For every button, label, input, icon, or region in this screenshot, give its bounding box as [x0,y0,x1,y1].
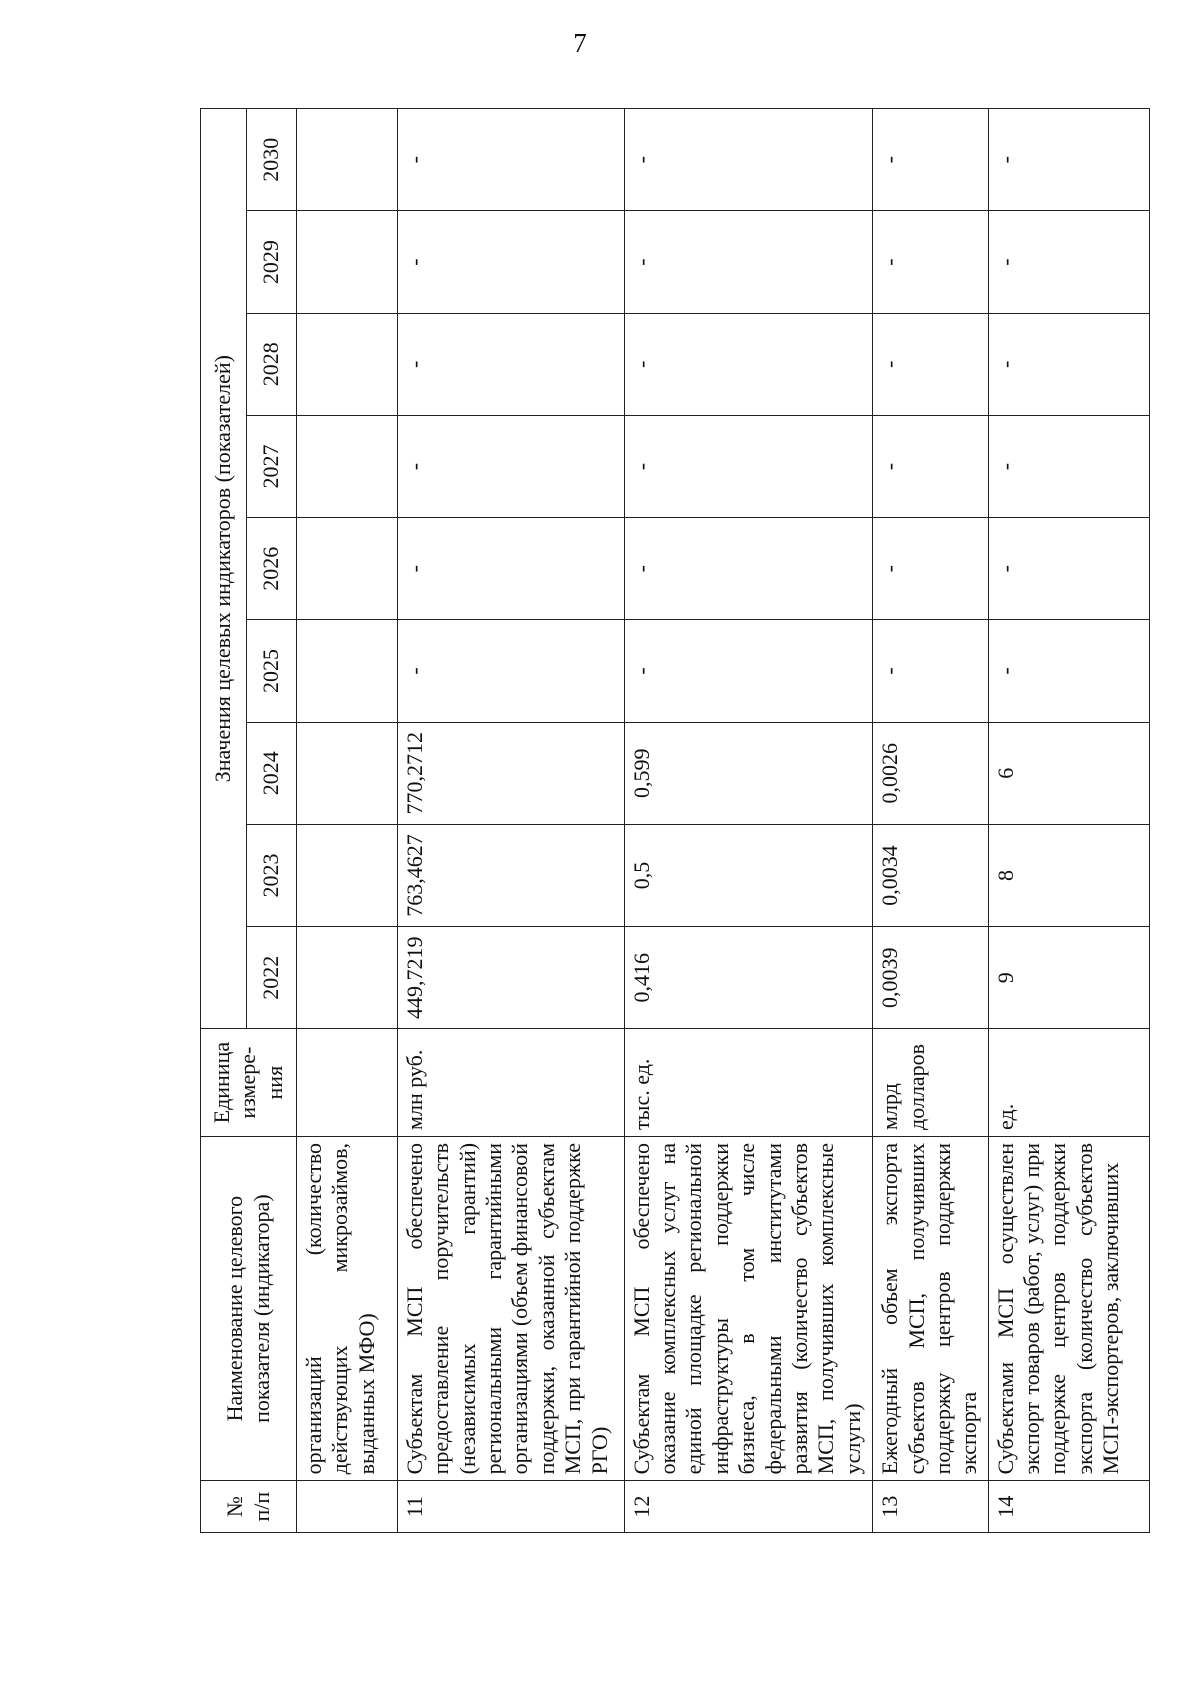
row-value: - [988,211,1149,313]
indicators-table [200,108,1150,1533]
row-unit: тыс. ед. [624,1029,873,1137]
row-name: организаций (количество действующих микрозаймов, выданных МФО) [297,1136,398,1480]
row-value: 0,5 [624,824,873,926]
row-value: - [988,620,1149,722]
row-value: - [624,518,873,620]
row-value [297,415,398,517]
row-num: 14 [988,1481,1149,1533]
row-value: - [397,620,624,722]
header-year: 2029 [247,211,297,313]
row-value: - [624,415,873,517]
header-year: 2023 [247,824,297,926]
row-value: - [397,313,624,415]
row-num: 12 [624,1481,873,1533]
row-value: - [397,109,624,211]
row-value: - [873,415,988,517]
header-year: 2030 [247,109,297,211]
row-value: 763,4627 [397,824,624,926]
row-value: - [988,415,1149,517]
table-row [397,109,624,1533]
header-num: № п/п [201,1481,297,1533]
header-values-group: Значения целевых индикаторов (показателей) [201,109,247,1029]
table-row [297,109,398,1533]
row-value: 449,7219 [397,927,624,1029]
header-year: 2028 [247,313,297,415]
row-unit: млн руб. [397,1029,624,1137]
row-value: 0,416 [624,927,873,1029]
row-value: 8 [988,824,1149,926]
table-row [873,109,988,1533]
header-unit: Единица измере-ния [201,1029,297,1137]
row-value: 0,0026 [873,722,988,824]
header-name: Наименование целевого показателя (индикатора) [201,1136,297,1480]
row-value: - [873,620,988,722]
row-value [297,824,398,926]
row-value [297,109,398,211]
row-value: - [988,313,1149,415]
row-value [297,518,398,620]
row-value: 770,2712 [397,722,624,824]
row-name: Субъектами МСП осуществлен экспорт товаров (работ, услуг) при поддержке центров поддержки экспорта (количество субъектов МСП-экспортеров, заключивших [988,1136,1149,1480]
table-row [624,109,873,1533]
row-value: 0,0034 [873,824,988,926]
row-name: Субъектам МСП обеспечено предоставление поручительств (независимых гарантий) региональными гарантийными организациями (объем финансовой поддержки, оказанной субъектам МСП, при гарантийной поддержке РГО) [397,1136,624,1480]
row-name: Субъектам МСП обеспечено оказание комплексных услуг на единой площадке региональной инфраструктуры поддержки бизнеса, в том числе федеральными институтами развития (количество субъектов МСП, получивших комплексные услуги) [624,1136,873,1480]
row-value: - [397,518,624,620]
header-year: 2022 [247,927,297,1029]
row-value: - [624,620,873,722]
row-value: - [624,211,873,313]
row-value: - [873,211,988,313]
row-value: 0,599 [624,722,873,824]
row-value: - [988,518,1149,620]
table-row [988,109,1149,1533]
row-value: - [873,313,988,415]
row-value: - [397,211,624,313]
row-value [297,313,398,415]
row-value [297,722,398,824]
row-unit: ед. [988,1029,1149,1137]
row-unit: млрд долларов [873,1029,988,1137]
header-year: 2025 [247,620,297,722]
row-value [297,620,398,722]
rotated-table-container [200,108,1150,1533]
row-value: - [397,415,624,517]
row-value [297,927,398,1029]
row-value: - [873,518,988,620]
row-value: - [873,109,988,211]
header-year: 2027 [247,415,297,517]
row-value: 0,0039 [873,927,988,1029]
row-name: Ежегодный объем экспорта субъектов МСП, получивших поддержку центров поддержки экспорта [873,1136,988,1480]
row-value [297,211,398,313]
row-value: 6 [988,722,1149,824]
row-unit [297,1029,398,1137]
row-value: - [624,109,873,211]
header-year: 2024 [247,722,297,824]
page-number: 7 [573,28,587,58]
row-num: 11 [397,1481,624,1533]
row-value: - [624,313,873,415]
row-num: 13 [873,1481,988,1533]
row-value: - [988,109,1149,211]
header-year: 2026 [247,518,297,620]
row-num [297,1481,398,1533]
row-value: 9 [988,927,1149,1029]
